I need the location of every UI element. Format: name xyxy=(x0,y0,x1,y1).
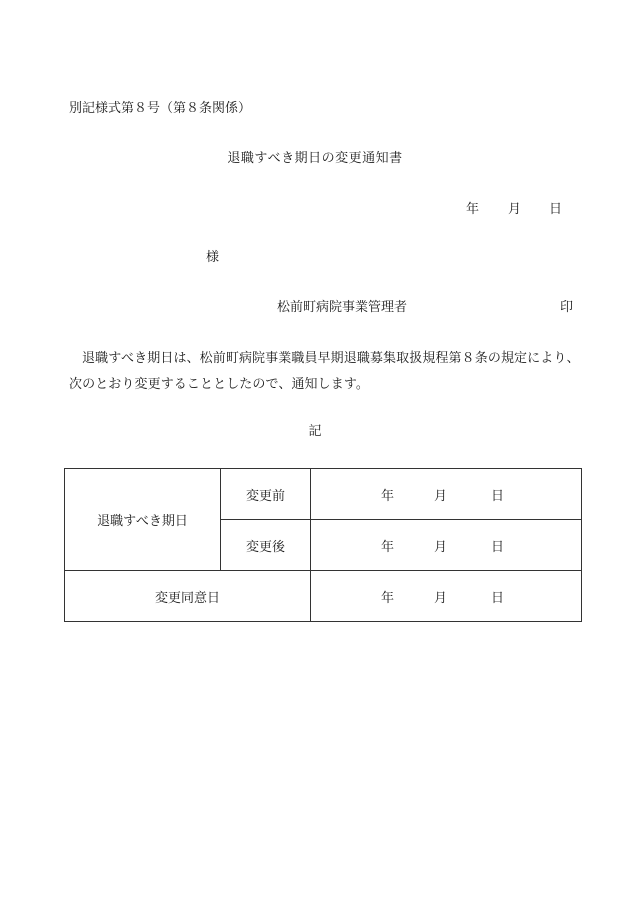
before-year: 年 xyxy=(381,488,395,504)
after-month: 月 xyxy=(434,539,448,555)
after-year: 年 xyxy=(381,539,395,555)
date-day-label: 日 xyxy=(549,202,563,217)
date-month-label: 月 xyxy=(508,202,522,217)
form-number: 別記様式第８号（第８条関係） xyxy=(69,101,252,116)
agreement-date xyxy=(311,571,582,622)
before-change-date xyxy=(311,469,582,520)
detail-table xyxy=(64,468,582,622)
after-change-date xyxy=(311,520,582,571)
after-day: 日 xyxy=(491,539,505,555)
after-change-label: 変更後 xyxy=(221,520,311,571)
ki-mark: 記 xyxy=(308,424,322,439)
agreement-date-label: 変更同意日 xyxy=(65,571,311,622)
retirement-date-header: 退職すべき期日 xyxy=(65,469,221,571)
seal-mark: 印 xyxy=(560,300,574,315)
before-change-label: 変更前 xyxy=(221,469,311,520)
agreement-year: 年 xyxy=(381,590,395,606)
document-title: 退職すべき期日の変更通知書 xyxy=(227,151,403,166)
sender-name: 松前町病院事業管理者 xyxy=(277,300,408,315)
date-year-label: 年 xyxy=(466,202,480,217)
agreement-month: 月 xyxy=(434,590,448,606)
addressee-honorific: 様 xyxy=(206,250,220,265)
table-row-agreement xyxy=(65,571,582,622)
before-month: 月 xyxy=(434,488,448,504)
table-row-before xyxy=(65,469,582,520)
notice-body: 退職すべき期日は、松前町病院事業職員早期退職募集取扱規程第８条の規定により、次のとおり変更することとしたので、通知します。 xyxy=(69,351,580,392)
before-day: 日 xyxy=(491,488,505,504)
agreement-day: 日 xyxy=(491,590,505,606)
